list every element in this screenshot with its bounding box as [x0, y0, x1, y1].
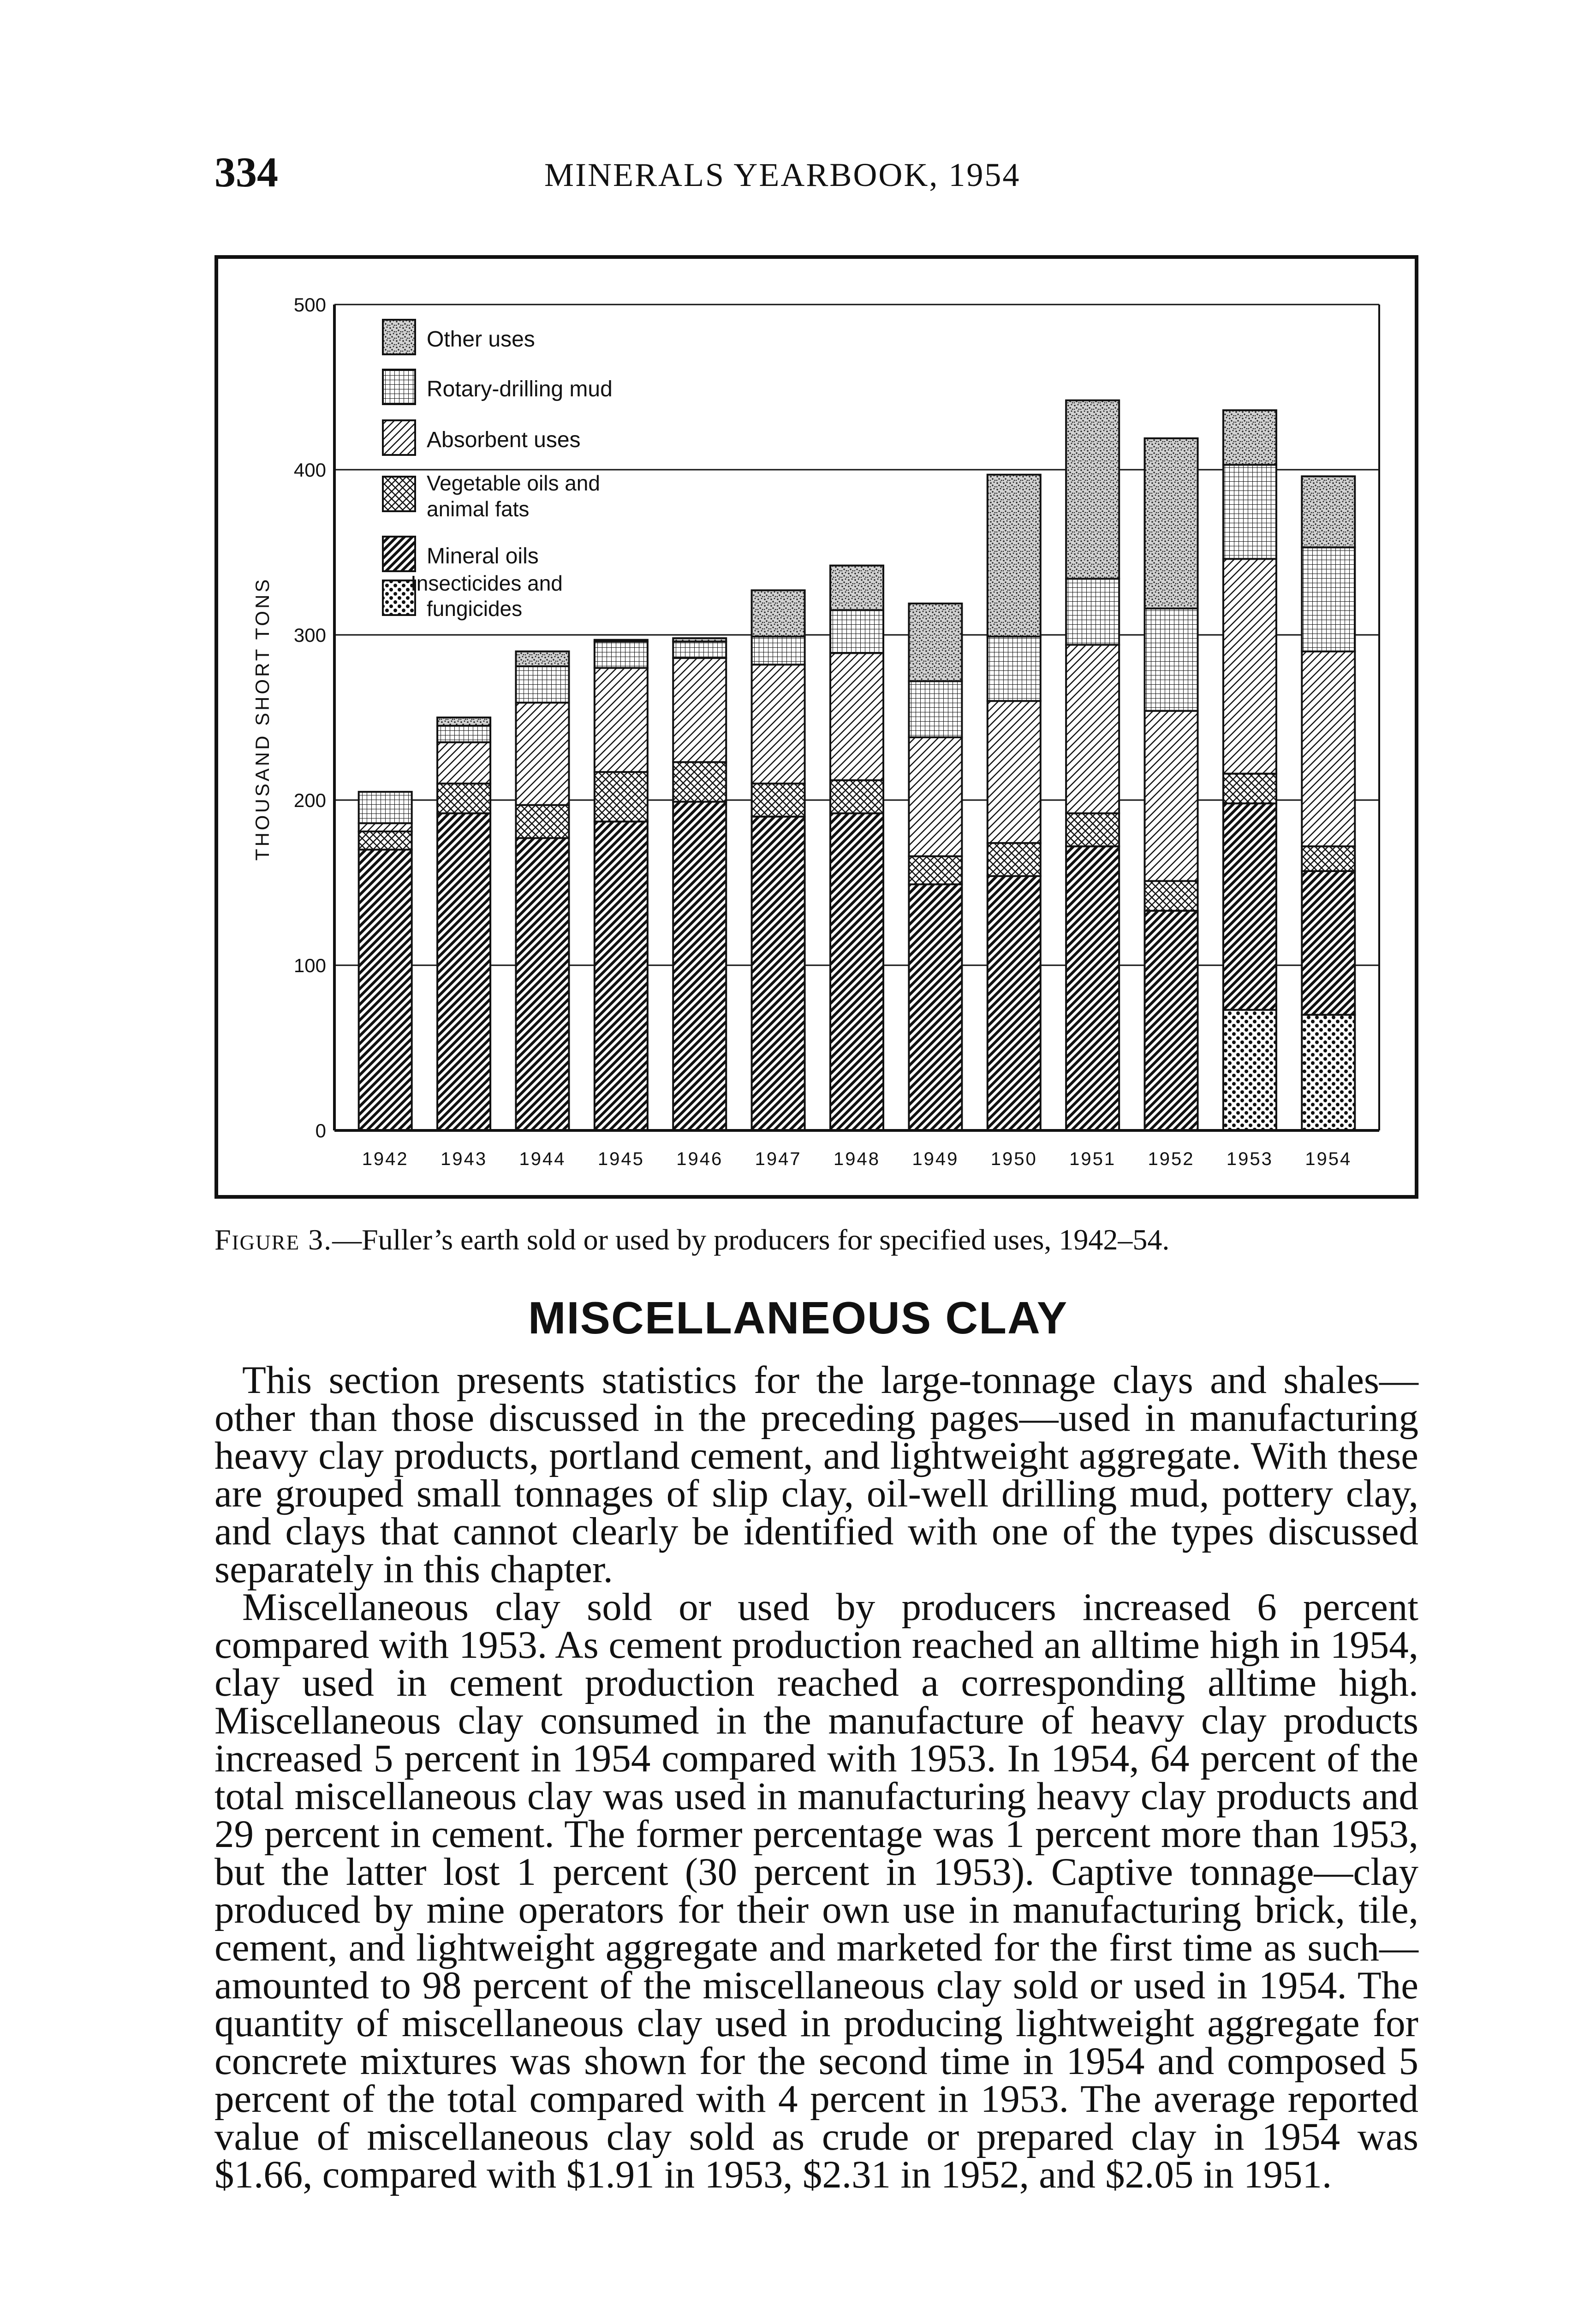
bar-segment-stipple — [988, 475, 1041, 637]
x-tick-label: 1947 — [755, 1149, 802, 1169]
bar-segment-crosshatch — [516, 805, 569, 838]
bar-1945 — [595, 640, 648, 1130]
body-text — [214, 1358, 1418, 2196]
paragraph: This section presents statistics for the large-tonnage clays and shales—other than those discussed in the preceding pages—used in manufacturing heavy clay products, portland cement, and lightweight aggregate. With these are grouped small tonnages of slip clay, oil-well drilling mud, pottery clay, and clays that cannot clearly be identified with one of the types discussed separately in this chapter. — [214, 1358, 1418, 1591]
bar-segment-crosshatch — [1223, 774, 1276, 803]
y-tick-label: 500 — [293, 294, 326, 316]
bar-segment-crosshatch — [830, 780, 883, 813]
bar-segment-hatch-dense — [1223, 803, 1276, 1010]
y-tick-labels — [294, 294, 326, 1142]
legend-swatch-rotary — [383, 370, 415, 404]
bar-segment-hatch-light — [595, 668, 648, 772]
bar-segment-hatch-dense — [673, 802, 726, 1130]
bar-segment-crosshatch — [909, 856, 962, 885]
x-tick-label: 1948 — [834, 1149, 880, 1169]
bar-segment-crosshatch — [673, 762, 726, 802]
bar-segment-dots — [1302, 1015, 1355, 1130]
bar-segment-hatch-dense — [830, 813, 883, 1130]
y-axis-label: THOUSAND SHORT TONS — [251, 577, 273, 861]
bar-segment-hatch-dense — [516, 838, 569, 1130]
bar-segment-hatch-dense — [752, 817, 805, 1130]
x-tick-label: 1949 — [912, 1149, 959, 1169]
bar-segment-grid — [1066, 579, 1119, 645]
bar-segment-hatch-light — [673, 658, 726, 762]
x-tick-label: 1954 — [1305, 1149, 1352, 1169]
legend-swatch-mineral — [383, 537, 415, 571]
bar-segment-hatch-dense — [1145, 911, 1198, 1130]
bar-1947 — [752, 590, 805, 1130]
bar-segment-hatch-light — [1145, 711, 1198, 881]
bar-segment-grid — [437, 726, 490, 742]
bar-segment-hatch-light — [909, 737, 962, 856]
bar-1950 — [988, 475, 1041, 1130]
bar-1949 — [909, 604, 962, 1130]
bar-1953 — [1223, 410, 1276, 1130]
legend-label-insecticides-2: fungicides — [427, 597, 523, 621]
bar-segment-crosshatch — [752, 783, 805, 817]
bar-segment-hatch-dense — [1302, 871, 1355, 1015]
bar-segment-crosshatch — [437, 783, 490, 813]
bar-segment-crosshatch — [359, 831, 412, 849]
legend-swatch-absorbent — [383, 420, 415, 455]
x-tick-labels — [362, 1149, 1352, 1169]
legend-label-other: Other uses — [427, 327, 535, 352]
bar-segment-hatch-light — [988, 701, 1041, 843]
bar-segment-stipple — [830, 566, 883, 610]
section-title: MISCELLANEOUS CLAY — [528, 1292, 1068, 1343]
bar-segment-hatch-light — [516, 703, 569, 805]
bar-segment-hatch-light — [437, 742, 490, 784]
running-head: MINERALS YEARBOOK, 1954 — [544, 156, 1021, 193]
bar-1952 — [1145, 438, 1198, 1130]
bar-segment-crosshatch — [988, 843, 1041, 876]
bar-segment-hatch-dense — [988, 876, 1041, 1130]
legend-label-rotary: Rotary-drilling mud — [427, 377, 613, 401]
bar-segment-hatch-light — [1302, 651, 1355, 846]
x-tick-label: 1944 — [519, 1149, 566, 1169]
bar-segment-hatch-light — [359, 823, 412, 831]
bar-segment-crosshatch — [1302, 846, 1355, 871]
bar-segment-grid — [988, 637, 1041, 701]
bar-segment-grid — [673, 641, 726, 658]
bar-segment-hatch-dense — [359, 849, 412, 1130]
x-tick-label: 1952 — [1148, 1149, 1195, 1169]
bar-1943 — [437, 717, 490, 1130]
bar-segment-grid — [1145, 609, 1198, 711]
bar-segment-grid — [516, 666, 569, 703]
bar-segment-hatch-light — [752, 664, 805, 783]
x-tick-label: 1946 — [676, 1149, 723, 1169]
y-tick-label: 200 — [293, 789, 326, 811]
bar-1946 — [673, 638, 726, 1130]
y-tick-label: 100 — [293, 955, 326, 976]
legend-label-vegetable-2: animal fats — [427, 497, 530, 521]
bar-segment-stipple — [1223, 410, 1276, 465]
bar-segment-stipple — [595, 640, 648, 642]
bar-1944 — [516, 651, 569, 1130]
figure-caption-label: Figure 3. — [214, 1223, 333, 1256]
x-tick-label: 1953 — [1226, 1149, 1273, 1169]
y-tick-label: 300 — [293, 624, 326, 646]
figure-caption — [214, 1223, 1418, 1257]
bar-1951 — [1066, 400, 1119, 1130]
bar-segment-grid — [595, 641, 648, 668]
legend-label-vegetable-1: Vegetable oils and — [427, 471, 600, 495]
legend-swatch-vegetable — [383, 477, 415, 511]
x-tick-label: 1942 — [362, 1149, 409, 1169]
legend-swatch-other — [383, 320, 415, 354]
bar-segment-stipple — [437, 717, 490, 726]
bar-segment-hatch-dense — [437, 813, 490, 1130]
bar-segment-grid — [752, 637, 805, 665]
bar-1942 — [359, 792, 412, 1130]
bar-segment-hatch-dense — [1066, 846, 1119, 1130]
bar-segment-hatch-light — [1223, 559, 1276, 773]
x-tick-label: 1943 — [441, 1149, 488, 1169]
page-number: 334 — [214, 149, 278, 196]
bar-segment-grid — [830, 610, 883, 653]
bar-segment-stipple — [752, 590, 805, 636]
bar-segment-stipple — [1066, 400, 1119, 579]
legend-label-insecticides-1: Insecticides and — [411, 571, 563, 595]
bar-segment-stipple — [1302, 476, 1355, 547]
x-tick-label: 1950 — [990, 1149, 1037, 1169]
bar-segment-crosshatch — [1066, 813, 1119, 847]
bar-segment-grid — [1302, 547, 1355, 651]
bar-segment-stipple — [516, 651, 569, 666]
bar-segment-dots — [1223, 1010, 1276, 1130]
bar-segment-hatch-dense — [909, 885, 962, 1130]
bar-segment-hatch-light — [1066, 645, 1119, 813]
figure-caption-text: —Fuller’s earth sold or used by producers for specified uses, 1942–54. — [332, 1223, 1170, 1256]
bar-segment-stipple — [673, 638, 726, 641]
bar-segment-hatch-light — [830, 653, 883, 780]
bar-segment-hatch-dense — [595, 822, 648, 1130]
fullers-earth-chart — [214, 255, 1418, 1199]
y-tick-label: 400 — [293, 459, 326, 481]
x-tick-label: 1945 — [597, 1149, 644, 1169]
bar-1954 — [1302, 476, 1355, 1130]
bar-segment-grid — [1223, 465, 1276, 559]
bar-1948 — [830, 566, 883, 1130]
bar-segment-grid — [909, 681, 962, 737]
bar-segment-grid — [359, 792, 412, 823]
x-tick-label: 1951 — [1069, 1149, 1116, 1169]
bar-segment-stipple — [909, 604, 962, 681]
legend-label-absorbent: Absorbent uses — [427, 428, 581, 452]
legend-label-mineral: Mineral oils — [427, 544, 539, 568]
y-tick-label: 0 — [315, 1120, 326, 1142]
paragraph: Miscellaneous clay sold or used by producers increased 6 percent compared with 1953. As cement production reached an alltime high in 1954, clay used in cement production reached a corresponding alltime high. Miscellaneous clay consumed in the manufacture of heavy clay products increased 5 percent in 1954 compared with 1953. In 1954, 64 percent of the total miscellaneous clay was used in manufacturing heavy clay products and 29 percent in cement. The former percentage was 1 percent more than 1953, but the latter lost 1 percent (30 percent in 1953). Captive tonnage—clay produced by mine operators for their own use in manufacturing brick, tile, cement, and lightweight aggregate and marketed for the first time as such—amounted to 98 percent of the miscellaneous clay sold or used in 1954. The quantity of miscellaneous clay used in producing lightweight aggregate for concrete mixtures was shown for the second time in 1954 and composed 5 percent of the total compared with 4 percent in 1953. The average reported value of miscellaneous clay sold as crude or prepared clay in 1954 was $1.66, compared with $1.91 in 1953, $2.31 in 1952, and $2.05 in 1951. — [214, 1585, 1418, 2196]
bar-segment-crosshatch — [1145, 881, 1198, 910]
bar-segment-stipple — [1145, 438, 1198, 609]
bar-segment-crosshatch — [595, 772, 648, 821]
